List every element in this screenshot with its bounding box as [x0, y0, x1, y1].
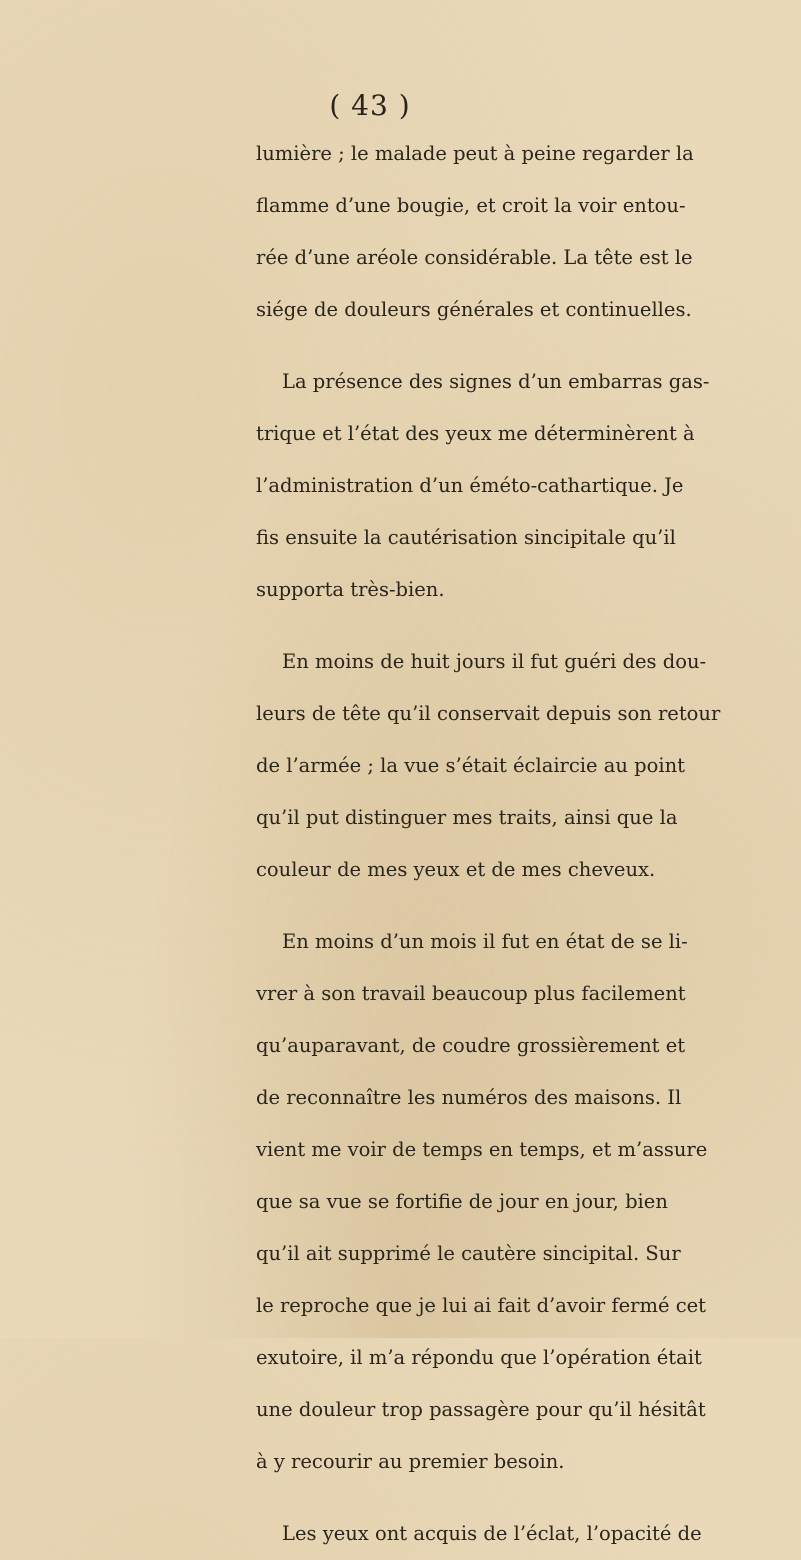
- text-line: de l’armée ; la vue s’était éclaircie au point: [256, 754, 686, 777]
- text-line: rée d’une aréole considérable. La tête est le: [256, 246, 693, 269]
- text-line: lumière ; le malade peut à peine regarder la: [256, 142, 694, 165]
- text-line: flamme d’une bougie, et croit la voir entou-: [256, 194, 686, 217]
- paragraph: [256, 636, 721, 896]
- paragraph: [256, 1508, 702, 1560]
- text-line: l’administration d’un éméto-cathartique. Je: [256, 474, 684, 497]
- text-line: fis ensuite la cautérisation sincipitale qu’il: [256, 526, 676, 549]
- paragraph-gap: [256, 896, 652, 916]
- text-line: à y recourir au premier besoin.: [256, 1450, 565, 1473]
- text-line: En moins d’un mois il fut en état de se li-: [282, 930, 688, 953]
- text-line: vient me voir de temps en temps, et m’assure: [256, 1138, 708, 1161]
- text-line: En moins de huit jours il fut guéri des dou-: [282, 650, 707, 673]
- paragraph: [256, 916, 708, 1488]
- text-line: Les yeux ont acquis de l’éclat, l’opacité de: [282, 1522, 702, 1545]
- paragraph-gap: [256, 336, 652, 356]
- text-line: une douleur trop passagère pour qu’il hésitât: [256, 1398, 706, 1421]
- paragraph: [256, 128, 694, 336]
- text-line: vrer à son travail beaucoup plus facilement: [256, 982, 686, 1005]
- text-line: le reproche que je lui ai fait d’avoir fermé cet: [256, 1294, 706, 1317]
- text-line: couleur de mes yeux et de mes cheveux.: [256, 858, 656, 881]
- text-line: trique et l’état des yeux me déterminèrent à: [256, 422, 695, 445]
- body-text: [256, 128, 721, 1560]
- text-line: leurs de tête qu’il conservait depuis son retour: [256, 702, 721, 725]
- text-line: exutoire, il m’a répondu que l’opération était: [256, 1346, 702, 1369]
- paragraph-gap: [256, 616, 652, 636]
- paragraph-gap: [256, 1488, 652, 1508]
- text-line: supporta très-bien.: [256, 578, 445, 601]
- text-line: qu’il ait supprimé le cautère sincipital. Sur: [256, 1242, 681, 1265]
- page-number: ( 43 ): [329, 89, 411, 122]
- text-line: qu’auparavant, de coudre grossièrement et: [256, 1034, 686, 1057]
- text-line: de reconnaître les numéros des maisons. Il: [256, 1086, 682, 1109]
- text-line: qu’il put distinguer mes traits, ainsi que la: [256, 806, 678, 829]
- text-line: La présence des signes d’un embarras gas-: [282, 370, 710, 393]
- paragraph: [256, 356, 710, 616]
- text-line: que sa vue se fortifie de jour en jour, bien: [256, 1190, 668, 1213]
- text-line: siége de douleurs générales et continuelles.: [256, 298, 692, 321]
